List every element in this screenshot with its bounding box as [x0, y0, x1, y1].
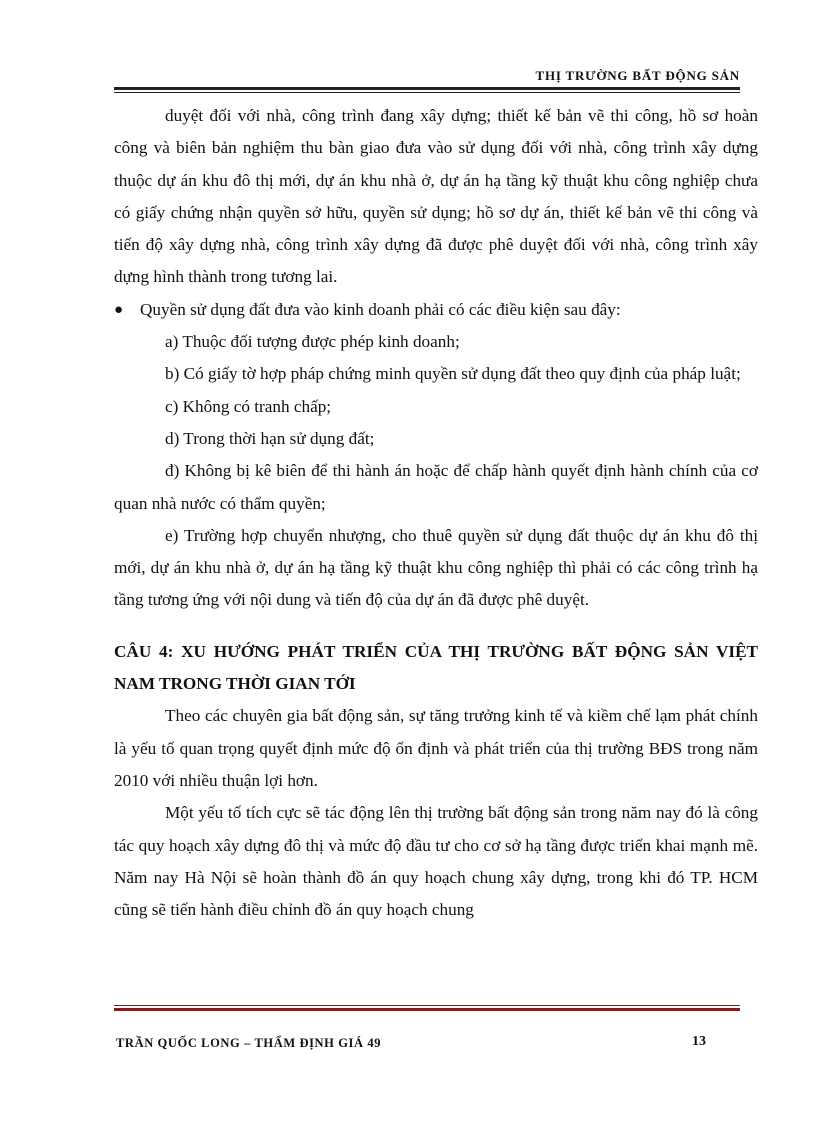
footer-rule-thick	[114, 1008, 740, 1011]
running-header-title: THỊ TRƯỜNG BẤT ĐỘNG SẢN	[535, 68, 740, 83]
bullet-item	[114, 294, 758, 326]
list-item-dd: đ) Không bị kê biên để thi hành án hoặc để chấp hành quyết định hành chính của cơ quan nhà nước có thẩm quyền;	[114, 461, 758, 513]
bullet-text: Quyền sử dụng đất đưa vào kinh doanh phải có các điều kiện sau đây:	[140, 299, 621, 319]
section-heading: CÂU 4: XU HƯỚNG PHÁT TRIỂN CỦA THỊ TRƯỜNG BẤT ĐỘNG SẢN VIỆT NAM TRONG THỜI GIAN TỚI	[114, 641, 758, 694]
header-rule-thick	[114, 87, 740, 90]
paragraph-continuation: duyệt đối với nhà, công trình đang xây dựng; thiết kế bản vẽ thi công, hồ sơ hoàn công và biên bản nghiệm thu bàn giao đưa vào sử dụng đối với nhà, công trình xây dựng thuộc dự án khu đô thị mới, dự án khu nhà ở, dự án hạ tầng kỹ thuật khu công nghiệp chưa có giấy chứng nhận quyền sở hữu, quyền sử dụng; hồ sơ dự án, thiết kế bản vẽ thi công và tiến độ xây dựng nhà, công trình xây dựng đã được phê duyệt đối với nhà, công trình xây dựng hình thành trong tương lai.	[114, 106, 758, 287]
header-rule-thin	[114, 92, 740, 93]
body-text	[114, 100, 758, 926]
paragraph-experts: Theo các chuyên gia bất động sản, sự tăng trưởng kinh tế và kiềm chế lạm phát chính là yếu tố quan trọng quyết định mức độ ổn định và phát triển của thị trường BĐS trong năm 2010 với nhiều thuận lợi hơn.	[114, 706, 758, 790]
list-item-c: c) Không có tranh chấp;	[165, 396, 332, 416]
page-number: 13	[692, 1034, 706, 1049]
paragraph-planning: Một yếu tố tích cực sẽ tác động lên thị trường bất động sản trong năm nay đó là công tác quy hoạch xây dựng đô thị và mức độ đầu tư cho cơ sở hạ tầng được triển khai mạnh mẽ. Năm nay Hà Nội sẽ hoàn thành đồ án quy hoạch chung xây dựng, trong khi đó TP. HCM cũng sẽ tiến hành điều chỉnh đồ án quy hoạch chung	[114, 803, 758, 920]
footer-author: TRẦN QUỐC LONG – THẨM ĐỊNH GIÁ 49	[116, 1036, 382, 1050]
list-item-b: b) Có giấy tờ hợp pháp chứng minh quyền sử dụng đất theo quy định của pháp luật;	[165, 364, 741, 384]
list-item-e: e) Trường hợp chuyển nhượng, cho thuê quyền sử dụng đất thuộc dự án khu đô thị mới, dự án khu nhà ở, dự án hạ tầng kỹ thuật khu công nghiệp thì phải có các công trình hạ tầng tương ứng với nội dung và tiến độ của dự án đã được phê duyệt.	[114, 525, 758, 610]
footer-rule-thin	[114, 1005, 740, 1006]
list-item-a: a) Thuộc đối tượng được phép kinh doanh;	[165, 332, 460, 352]
bullet-icon: ●	[114, 301, 124, 318]
list-item-d: d) Trong thời hạn sử dụng đất;	[165, 428, 375, 448]
